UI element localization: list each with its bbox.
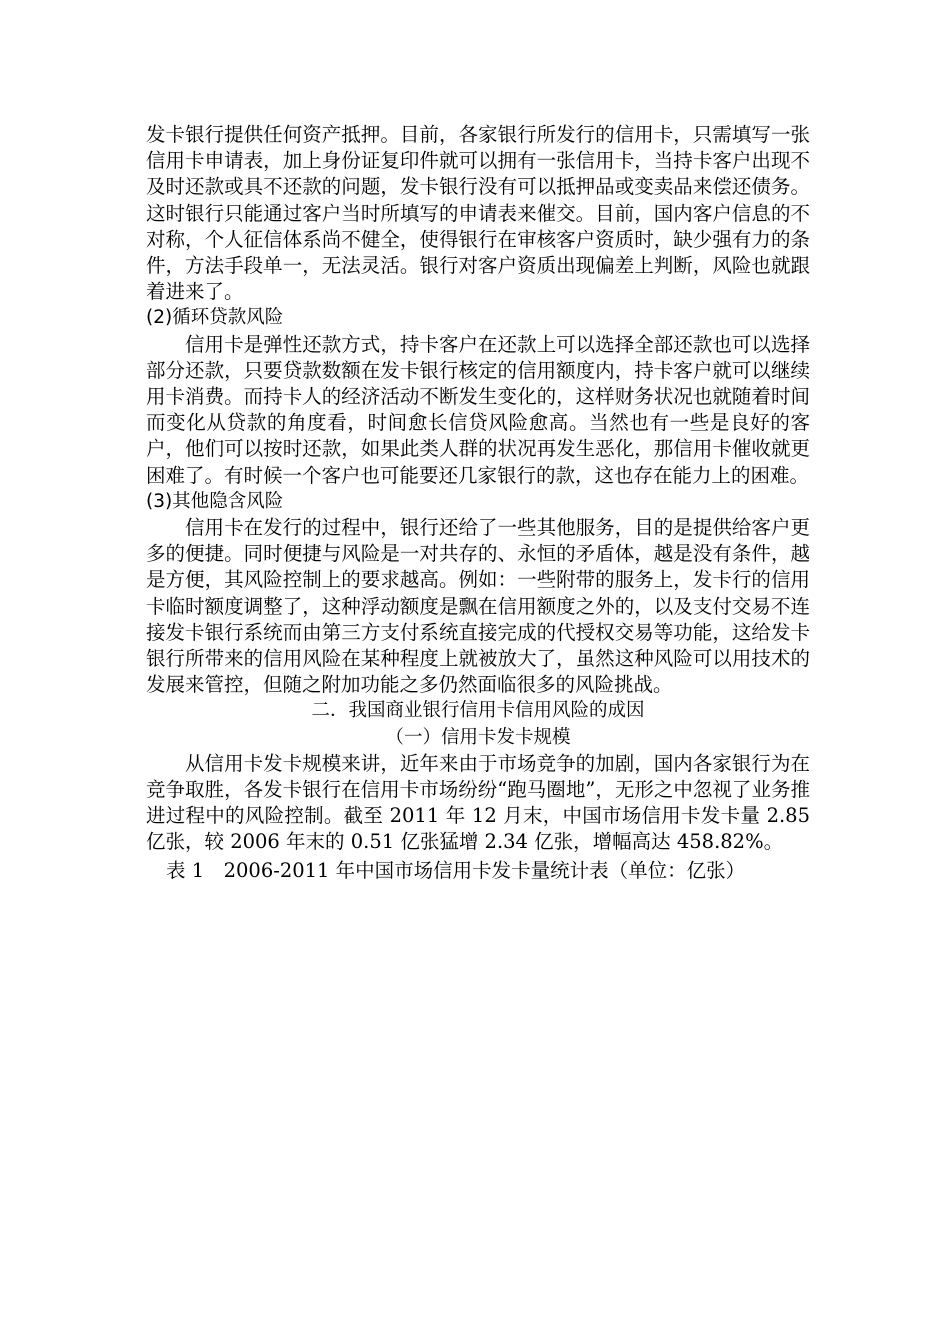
table-caption: 表 1 2006-2011 年中国市场信用卡发卡量统计表（单位：亿张） [166, 858, 746, 882]
paragraph-issuance-scale: 从信用卡发卡规模来讲，近年来由于市场竞争的加剧，国内各家银行为在竞争取胜，各发卡银行在信用卡市场纷纷“跑马圈地”，无形之中忽视了业务推进过程中的风险控制。截至 2011 年 12 月末，中国市场信用卡发卡量 2.85 亿张，较 2006 年末的 0.51 亿张猛增 2.34 亿张，增幅高达 458.82%。 [146, 751, 810, 854]
heading-revolving-loan-risk: (2)循环贷款风险 [146, 307, 284, 329]
paragraph-revolving-loan-risk: 信用卡是弹性还款方式，持卡客户在还款上可以选择全部还款也可以选择部分还款，只要贷款数额在发卡银行核定的信用额度内，持卡客户就可以继续用卡消费。而持卡人的经济活动不断发生变化的，这样财务状况也就随着时间而变化从贷款的角度看，时间愈长信贷风险愈高。当然也有一些是良好的客户，他们可以按时还款，如果此类人群的状况再发生恶化，那信用卡催收就更困难了。有时候一个客户也可能要还几家银行的款，这也存在能力上的困难。 [146, 332, 810, 487]
paragraph-other-hidden-risk: 信用卡在发行的过程中，银行还给了一些其他服务，目的是提供给客户更多的便捷。同时便捷与风险是一对共存的、永恒的矛盾体，越是没有条件，越是方便，其风险控制上的要求越高。例如：一些附带的服务上，发卡行的信用卡临时额度调整了，这种浮动额度是飘在信用额度之外的，以及支付交易不连接发卡银行系统而由第三方支付系统直接完成的代授权交易等功能，这给发卡银行所带来的信用风险在某种程度上就被放大了，虽然这种风险可以用技术的发展来管控，但随之附加功能之多仍然面临很多的风险挑战。 [146, 516, 810, 697]
heading-other-hidden-risk: (3)其他隐含风险 [146, 490, 284, 512]
document-page [146, 122, 810, 884]
paragraph-collateral-risk: 发卡银行提供任何资产抵押。目前，各家银行所发行的信用卡，只需填写一张信用卡申请表，加上身份证复印件就可以拥有一张信用卡，当持卡客户出现不及时还款或具不还款的问题，发卡银行没有可以抵押品或变卖品来偿还债务。这时银行只能通过客户当时所填写的申请表来催交。目前，国内客户信息的不对称，个人征信体系尚不健全，使得银行在审核客户资质时，缺少强有力的条件，方法手段单一，无法灵活。银行对客户资质出现偏差上判断，风险也就跟着进来了。 [146, 123, 810, 304]
section-title: 二．我国商业银行信用卡信用风险的成因 [311, 700, 645, 722]
subsection-title: （一）信用卡发卡规模 [385, 726, 571, 748]
